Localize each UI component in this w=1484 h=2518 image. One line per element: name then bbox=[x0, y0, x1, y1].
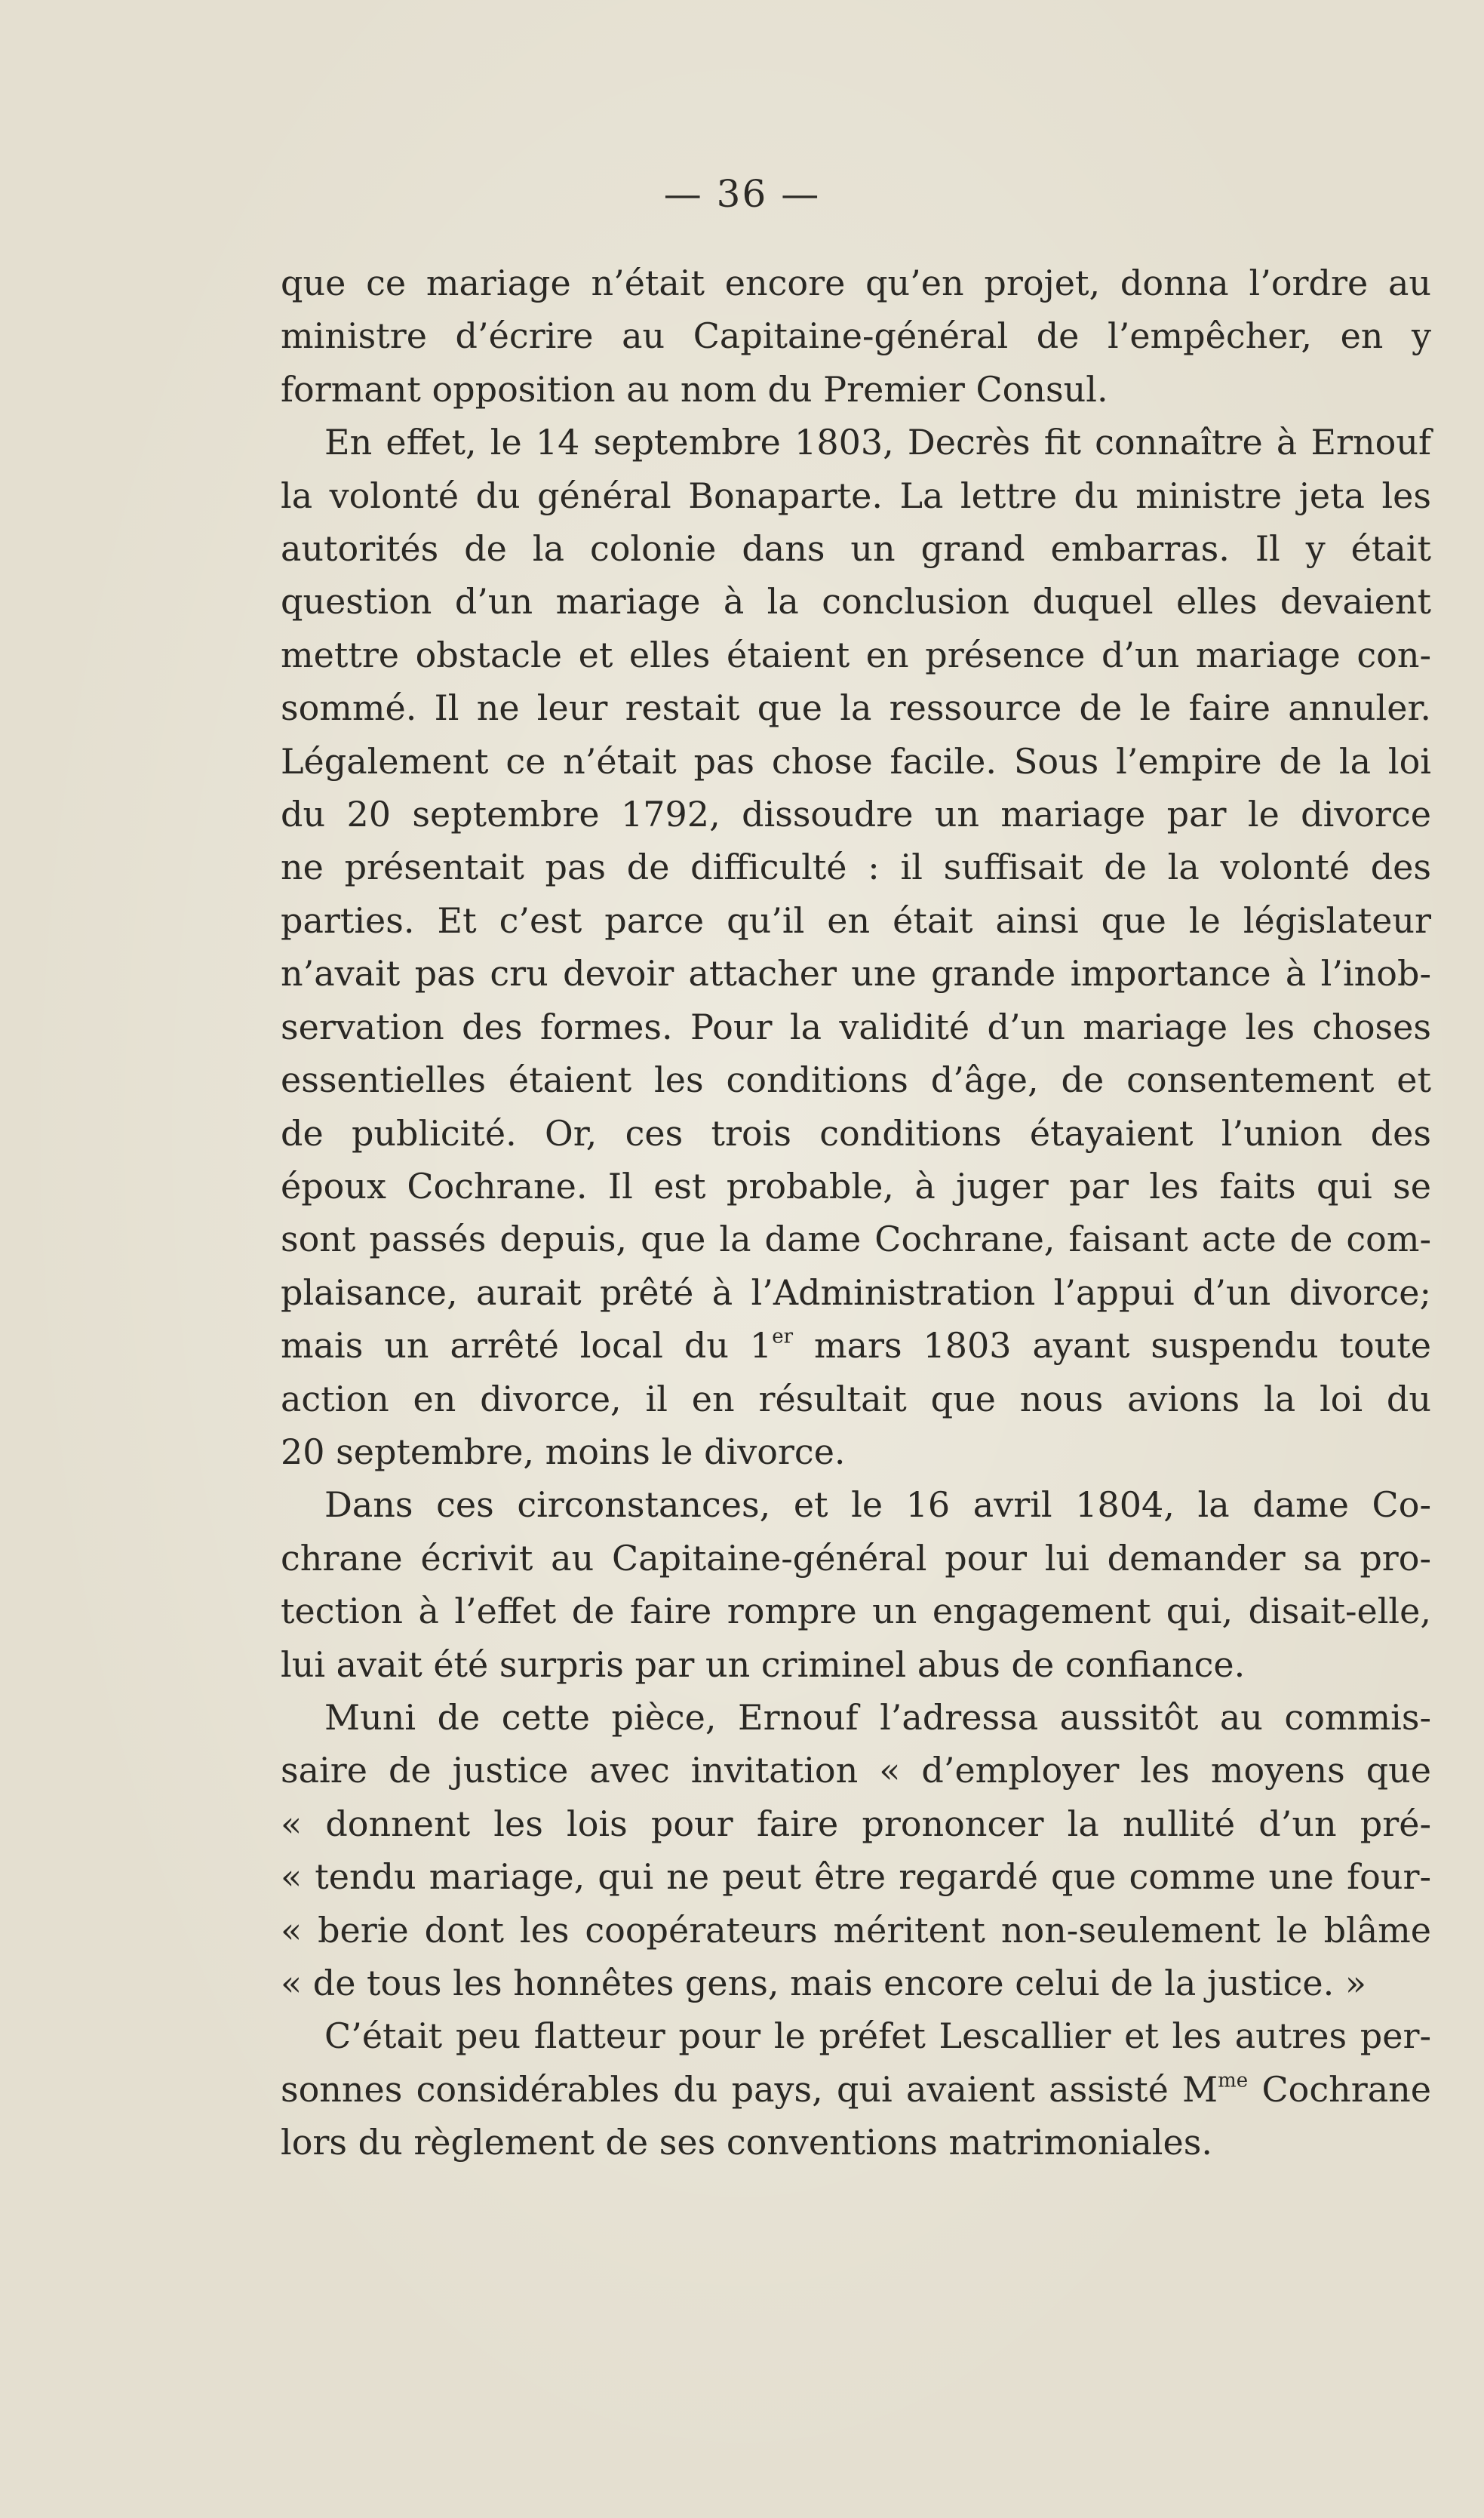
text-line: Légalement ce n’était pas chose facile. Sous l’empire de la loi bbox=[281, 740, 1431, 782]
text-line: action en divorce, il en résultait que nous avions la loi du bbox=[281, 1378, 1431, 1419]
text-line: que ce mariage n’était encore qu’en projet, donna l’ordre au bbox=[281, 263, 1431, 303]
text-line: En effet, le 14 septembre 1803, Decrès fit connaître à Ernouf bbox=[324, 422, 1431, 463]
text-line: n’avait pas cru devoir attacher une grande importance à l’inob- bbox=[281, 953, 1431, 995]
text-line: époux Cochrane. Il est probable, à juger par les faits qui se bbox=[281, 1165, 1431, 1207]
page-text bbox=[281, 257, 1431, 2169]
text-line: essentielles étaient les conditions d’âge, de consentement et bbox=[281, 1059, 1431, 1101]
text-line: « donnent les lois pour faire prononcer la nullité d’un pré- bbox=[281, 1803, 1431, 1844]
text-line: « berie dont les coopérateurs méritent non-seulement le blâme bbox=[281, 1909, 1431, 1951]
text-line: Muni de cette pièce, Ernouf l’adressa aussitôt au commis- bbox=[324, 1696, 1431, 1738]
text-line: autorités de la colonie dans un grand embarras. Il y était bbox=[281, 528, 1431, 570]
text-line: « tendu mariage, qui ne peut être regardé que comme une four- bbox=[281, 1856, 1431, 1898]
page-number: — 36 — bbox=[663, 172, 821, 216]
text-line: mais un arrêté local du 1er mars 1803 ayant suspendu toute bbox=[281, 1325, 1431, 1367]
text-line: chrane écrivit au Capitaine-général pour lui demander sa pro- bbox=[281, 1537, 1431, 1579]
text-line: mettre obstacle et elles étaient en présence d’un mariage con- bbox=[281, 634, 1431, 675]
text-line: tection à l’effet de faire rompre un engagement qui, disait-elle, bbox=[281, 1591, 1431, 1632]
text-line: ne présentait pas de difficulté : il suffisait de la volonté des bbox=[281, 847, 1431, 888]
text-line: 20 septembre, moins le divorce. bbox=[281, 1431, 846, 1472]
text-line: sommé. Il ne leur restait que la ressource de le faire annuler. bbox=[281, 687, 1431, 729]
text-line: ministre d’écrire au Capitaine-général de l’empêcher, en y bbox=[281, 315, 1431, 357]
text-line: Dans ces circonstances, et le 16 avril 1804, la dame Co- bbox=[324, 1484, 1431, 1526]
text-line: du 20 septembre 1792, dissoudre un mariage par le divorce bbox=[281, 794, 1431, 835]
text-line: servation des formes. Pour la validité d’un mariage les choses bbox=[281, 1006, 1431, 1047]
text-line: lors du règlement de ses conventions matrimoniales. bbox=[281, 2122, 1212, 2163]
text-line: de publicité. Or, ces trois conditions étayaient l’union des bbox=[281, 1112, 1431, 1154]
text-line: sonnes considérables du pays, qui avaient assisté $M^{me}$ Cochrane bbox=[281, 2068, 1431, 2110]
text-line: C’était peu flatteur pour le préfet Lescallier et les autres per- bbox=[324, 2015, 1431, 2057]
text-line: parties. Et c’est parce qu’il en était ainsi que le législateur bbox=[281, 899, 1431, 941]
text-line: plaisance, aurait prêté à l’Administration l’appui d’un divorce; bbox=[281, 1271, 1431, 1313]
text-line: saire de justice avec invitation « d’employer les moyens que bbox=[281, 1750, 1431, 1791]
text-line: lui avait été surpris par un criminel abus de confiance. bbox=[281, 1643, 1246, 1685]
text-line: question d’un mariage à la conclusion duquel elles devaient bbox=[281, 581, 1431, 623]
text-line: « de tous les honnêtes gens, mais encore celui de la justice. » bbox=[281, 1963, 1367, 2003]
text-line: sont passés depuis, que la dame Cochrane, faisant acte de com- bbox=[281, 1219, 1431, 1260]
text-line: la volonté du général Bonaparte. La lettre du ministre jeta les bbox=[281, 475, 1431, 516]
text-line: formant opposition au nom du Premier Consul. bbox=[281, 368, 1108, 410]
